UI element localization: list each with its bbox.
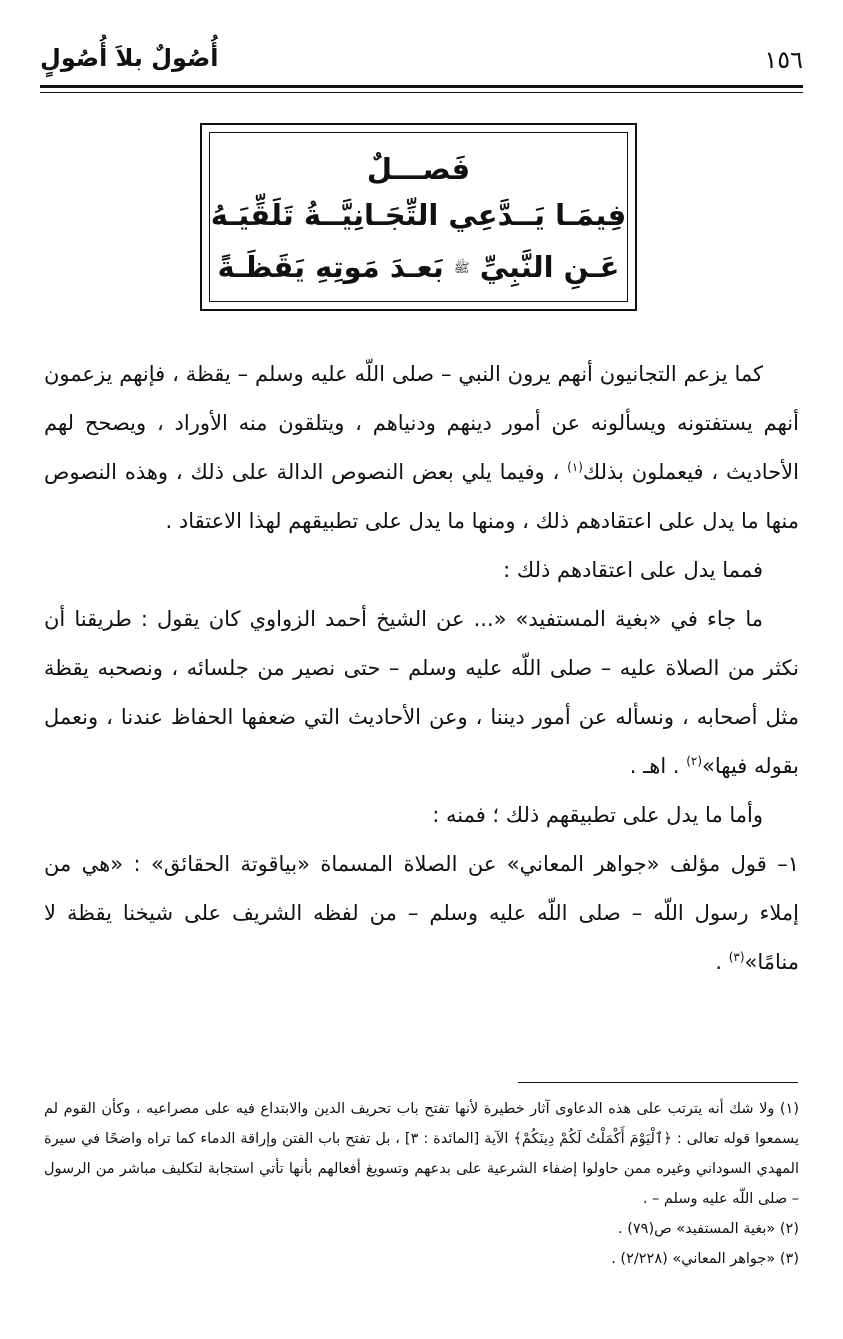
footnotes [44,1094,799,1274]
paragraph-4: وأما ما يدل على تطبيقهم ذلك ؛ فمنه : [432,803,763,827]
paragraph-3-text-a: ما جاء في «بغية المستفيد» «... عن الشيخ أحمد الزواوي كان يقول : طريقنا أن نكثر من الصلاة عليه – صلى اللّه عليه وسلم – حتى نصير من جلسائه ، ونصحبه يقظة مثل أصحابه ، ونسأله عن أمور ديننا ، وعن الأحاديث التي ضعفها الحفاظ عندنا ، ونعمل بقوله فيها» [44,607,799,778]
section-heading-box [200,123,637,311]
footnote-2: (٢) «بغية المستفيد» ص(٧٩) . [618,1221,799,1237]
page-number: ١٥٦ [764,46,803,74]
paragraph-5-text-a: ١– قول مؤلف «جواهر المعاني» عن الصلاة المسماة «بياقوتة الحقائق» : «هي من إملاء رسول اللّه – صلى اللّه عليه وسلم – من لفظه الشريف على شيخنا يقظة لا منامًا» [44,852,799,974]
running-header [40,38,803,78]
footnote-1: (١) ولا شك أنه يترتب على هذه الدعاوى آثار خطيرة لأنها تفتح باب تحريف الدين والابتداع فيه على مصراعيه ، وكأن القوم لم يسمعوا قوله تعالى : ﴿ٱلْيَوْمَ أَكْمَلْتُ لَكُمْ دِينَكُمْ﴾ الآية [المائدة : ٣] ، بل تفتح باب الفتن وإراقة الدماء كما تراه واضحًا في سيرة المهدي السوداني وغيره ممن حاولوا إضفاء الشرعية على بدعهم وتسويغ أفعالهم بأنها تأتي استجابة لتكليف مباشر من الرسول – صلى اللّه عليه وسلم – . [44,1101,799,1207]
paragraph-5 [44,840,799,987]
footnote-ref-3: (٣) [728,950,745,964]
section-title-line-1: فِيمَـا يَــدَّعِي التِّجَـانِيَّــةُ تَلَقِّيَـهُ [210,198,627,232]
header-rule-thin [40,92,803,93]
footnote-ref-1: (١) [567,460,583,474]
running-title: أُصُولٌ بلاَ أُصُولٍ [40,44,219,72]
section-heading-inner-frame [209,132,628,302]
paragraph-1-text-a: كما يزعم التجانيون أنهم يرون النبي – صلى اللّه عليه وسلم – يقظة ، فإنهم يزعمون أنهم يستفتونه ويسألونه عن أمور دينهم ودنياهم ، ويتلقون منه الأوراد ، ويصحح لهم الأحاديث ، فيعملون بذلك [44,362,799,484]
paragraph-3 [44,595,799,791]
paragraph-1 [44,350,799,546]
footnote-separator [518,1082,798,1083]
salla-symbol-icon: ﷺ [453,261,470,276]
main-text [44,350,799,987]
section-title-line-2-start: عَـنِ النَّبِيِّ [479,250,620,284]
footnote-ref-2: (٢) [686,754,703,768]
section-title-line-2-end: بَعـدَ مَوتِهِ يَقَظَـةً [217,250,444,284]
section-title-line-2 [210,241,627,295]
paragraph-3-text-b: . اهـ . [629,754,680,778]
header-rule-thick [40,85,803,88]
section-label: فَصـــلٌ [366,152,471,186]
paragraph-5-text-b: . [715,950,722,974]
paragraph-1-text-b: ، وفيما يلي بعض النصوص الدالة على ذلك ، وهذه النصوص منها ما يدل على اعتقادهم ذلك ، ومنها ما يدل على تطبيقهم لهذا الاعتقاد . [44,460,799,533]
footnote-3: (٣) «جواهر المعاني» (٢/٢٢٨) . [611,1251,799,1267]
paragraph-2: فمما يدل على اعتقادهم ذلك : [503,558,763,582]
